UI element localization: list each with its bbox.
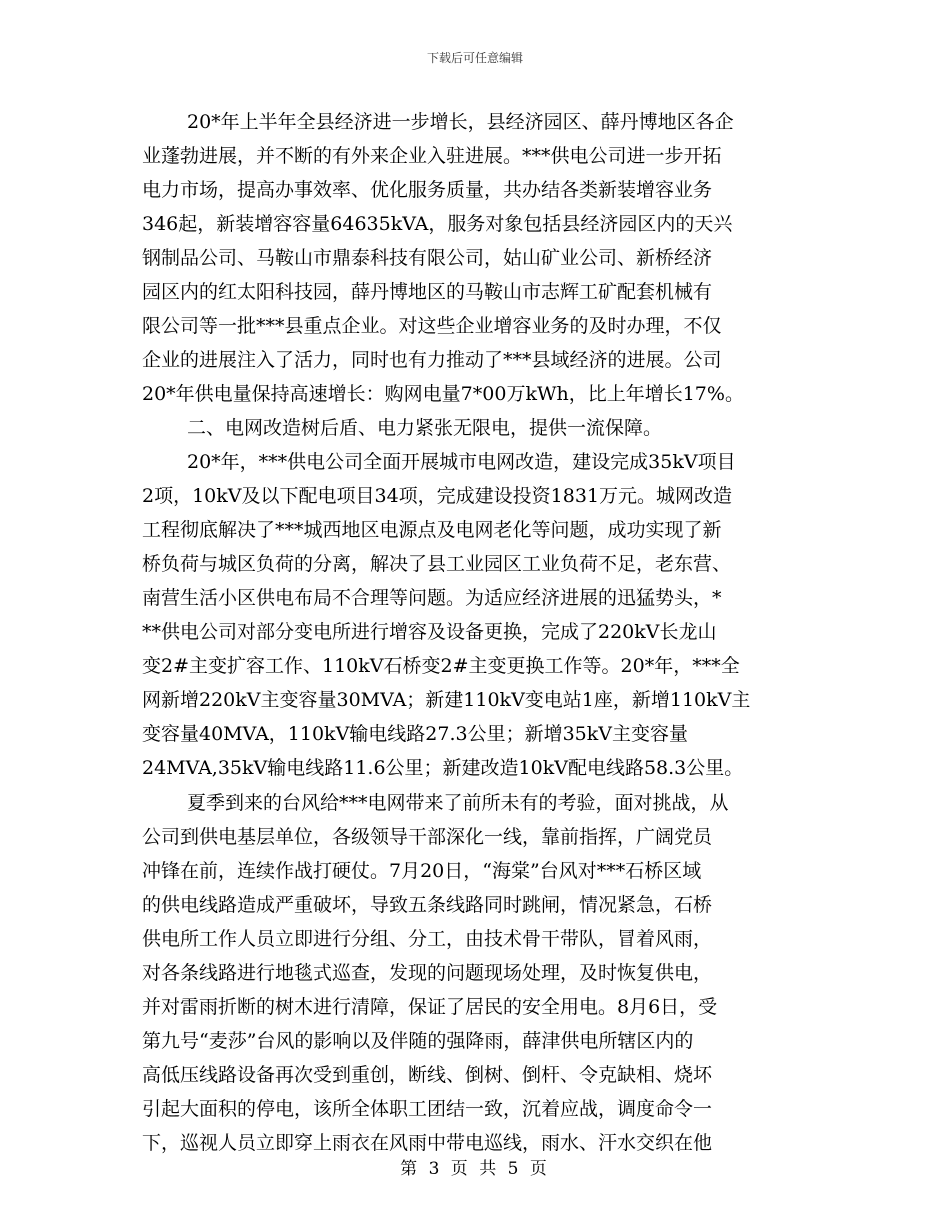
section-heading: 二、电网改造树后盾、电力紧张无限电，提供一流保障。 [187, 417, 663, 439]
text-line: 的供电线路造成严重破坏，导致五条线路同时跳闸，情况紧急，石桥 [142, 894, 713, 916]
text-line: 限公司等一批***县重点企业。对这些企业增容业务的及时办理，不仅 [142, 315, 722, 337]
text-line: 高低压线路设备再次受到重创，断线、倒树、倒杆、令克缺相、烧坏 [142, 1064, 713, 1086]
text-line: 桥负荷与城区负荷的分离，解决了县工业园区工业负荷不足，老东营、 [142, 553, 732, 575]
text-line: 变容量40MVA，110kV输电线路27.3公里；新增35kV主变容量 [142, 723, 689, 745]
text-line: 20*年，***供电公司全面开展城市电网改造，建设完成35kV项目 [187, 451, 736, 473]
text-line: 冲锋在前，连续作战打硬仗。7月20日，“海棠”台风对***石桥区域 [142, 860, 702, 882]
text-line: 下，巡视人员立即穿上雨衣在风雨中带电巡线，雨水、汗水交织在他 [142, 1132, 713, 1154]
page-header: 下载后可任意编辑 [426, 51, 523, 65]
text-line: 20*年上半年全县经济进一步增长，县经济园区、薛丹博地区各企 [187, 111, 734, 133]
page-footer: 第 3 页 共 5 页 [400, 1159, 550, 1179]
text-line: 网新增220kV主变容量30MVA；新建110kV变电站1座，新增110kV主 [142, 689, 751, 711]
document-body [142, 105, 802, 1160]
text-line: **供电公司对部分变电所进行增容及设备更换，完成了220kV长龙山 [142, 621, 717, 643]
text-line: 企业的进展注入了活力，同时也有力推动了***县域经济的进展。公司 [142, 349, 722, 371]
text-line: 工程彻底解决了***城西地区电源点及电网老化等问题，成功实现了新 [142, 519, 722, 541]
text-line: 钢制品公司、马鞍山市鼎泰科技有限公司，姑山矿业公司、新桥经济 [142, 247, 713, 269]
text-line: 夏季到来的台风给***电网带来了前所未有的考验，面对挑战，从 [187, 792, 729, 814]
text-line: 引起大面积的停电，该所全体职工团结一致，沉着应战，调度命令一 [142, 1098, 713, 1120]
text-line: 并对雷雨折断的树木进行清障，保证了居民的安全用电。8月6日，受 [142, 996, 718, 1018]
text-line: 24MVA,35kV输电线路11.6公里；新建改造10kV配电线路58.3公里。 [142, 757, 744, 779]
text-line: 第九号“麦莎”台风的影响以及伴随的强降雨，薛津供电所辖区内的 [142, 1030, 694, 1052]
text-line: 供电所工作人员立即进行分组、分工，由技术骨干带队，冒着风雨， [142, 928, 713, 950]
text-line: 变2#主变扩容工作、110kV石桥变2#主变更换工作等。20*年，***全 [142, 655, 740, 677]
text-line: 园区内的红太阳科技园，薛丹博地区的马鞍山市志辉工矿配套机械有 [142, 281, 713, 303]
text-line: 对各条线路进行地毯式巡查，发现的问题现场处理，及时恢复供电， [142, 962, 713, 984]
text-line: 公司到供电基层单位，各级领导干部深化一线，靠前指挥，广阔党员 [142, 826, 713, 848]
text-line: 2项，10kV及以下配电项目34项，完成建设投资1831万元。城网改造 [142, 485, 733, 507]
text-line: 电力市场，提高办事效率、优化服务质量，共办结各类新装增容业务 [142, 179, 713, 201]
text-line: 南营生活小区供电布局不合理等问题。为适应经济进展的迅猛势头，* [142, 587, 722, 609]
text-line: 20*年供电量保持高速增长：购网电量7*00万kWh，比上年增长17%。 [142, 383, 744, 405]
text-line: 业蓬勃进展，并不断的有外来企业入驻进展。***供电公司进一步开拓 [142, 145, 722, 167]
text-line: 346起，新装增容容量64635kVA，服务对象包括县经济园区内的天兴 [142, 213, 733, 235]
